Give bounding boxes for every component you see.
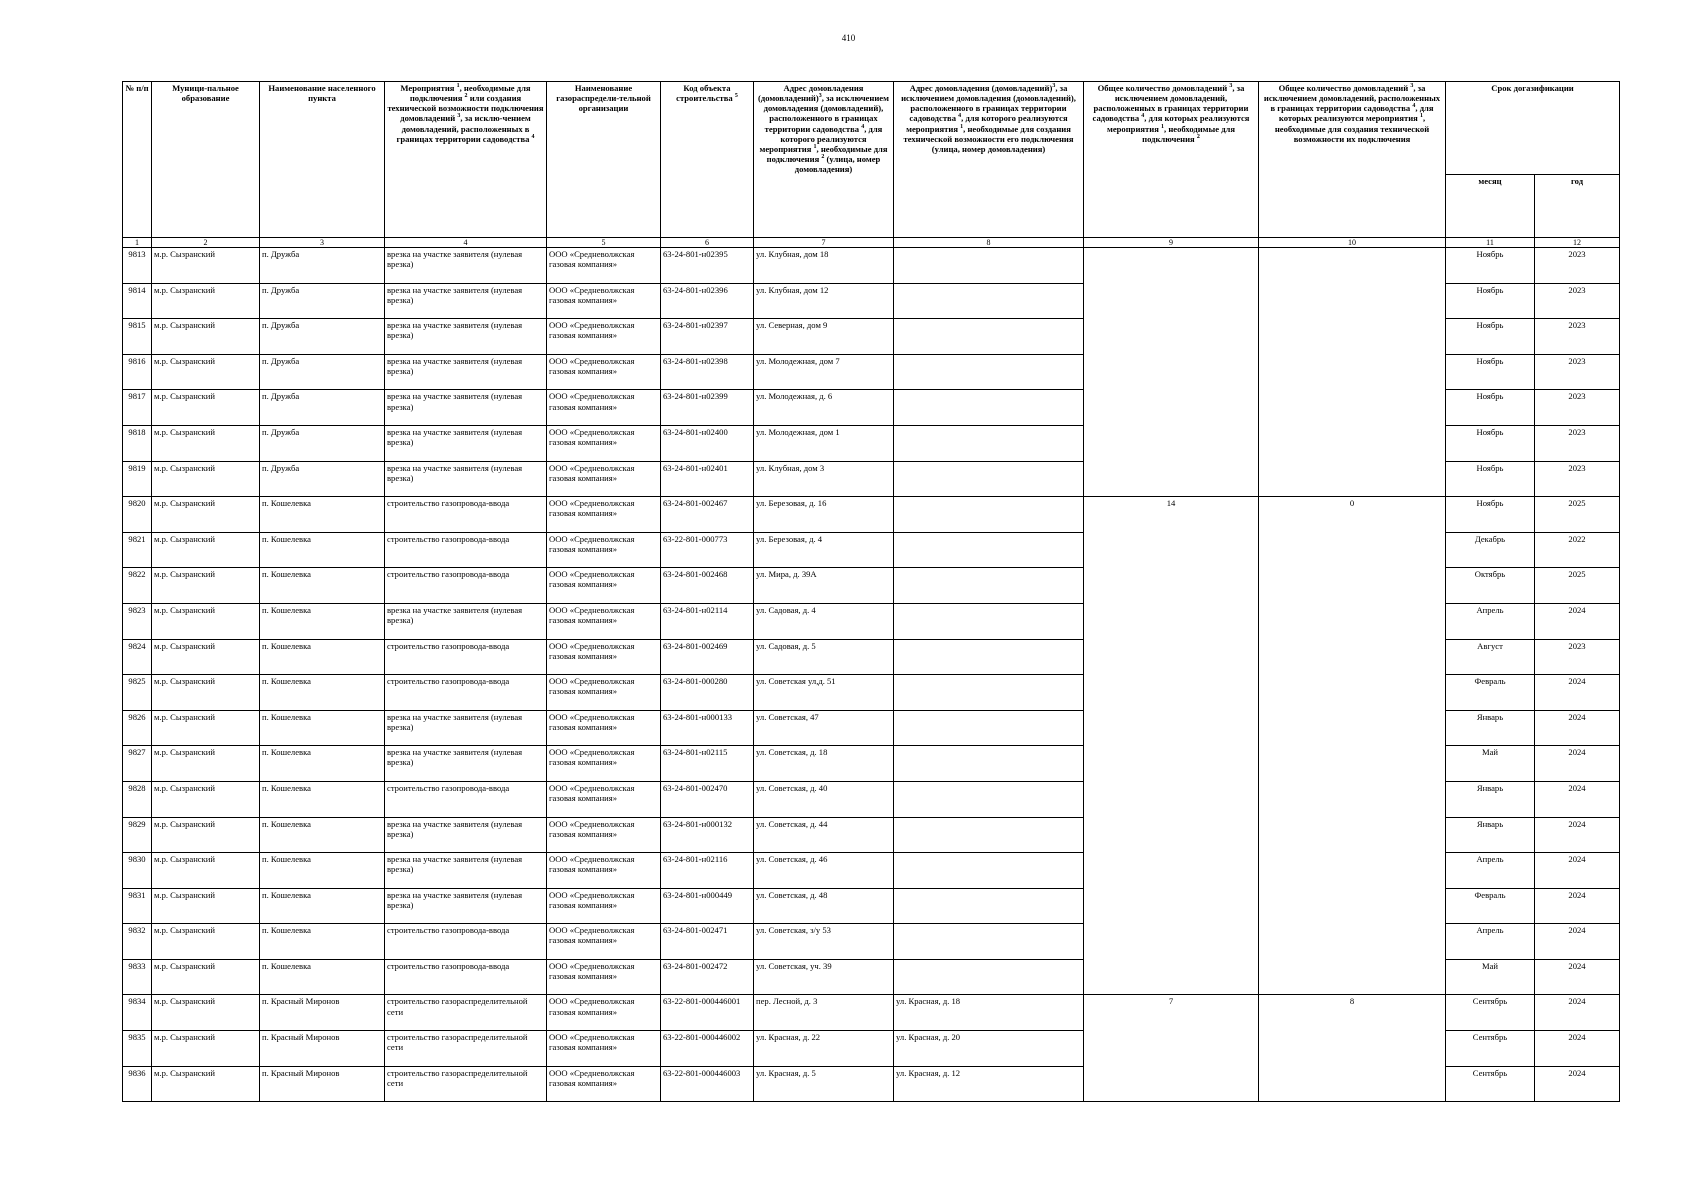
row-organization: ООО «Средневолжская газовая компания» [547,497,661,533]
row-measure: врезка на участке заявителя (нулевая врезка) [385,603,547,639]
row-number: 9826 [123,710,152,746]
row-measure: строительство газопровода-ввода [385,532,547,568]
row-month: Ноябрь [1446,354,1535,390]
row-organization: ООО «Средневолжская газовая компания» [547,568,661,604]
row-settlement: п. Красный Миронов [260,995,385,1031]
row-count-connect: 7 [1084,995,1259,1102]
row-object-code: 63-24-801-н02396 [661,283,754,319]
row-year: 2023 [1535,390,1620,426]
row-settlement: п. Кошелевка [260,888,385,924]
gasification-table [122,81,1620,1102]
row-object-code: 63-24-801-002470 [661,781,754,817]
row-measure: врезка на участке заявителя (нулевая врезка) [385,817,547,853]
column-number: 11 [1446,238,1535,248]
row-municipality: м.р. Сызранский [152,319,260,355]
row-address: ул. Северная, дом 9 [754,319,894,355]
row-month: Ноябрь [1446,283,1535,319]
row-address: ул. Молодежная, дом 7 [754,354,894,390]
row-object-code: 63-22-801-000446001 [661,995,754,1031]
row-object-code: 63-24-801-н02398 [661,354,754,390]
row-year: 2024 [1535,1031,1620,1067]
row-number: 9831 [123,888,152,924]
row-settlement: п. Кошелевка [260,710,385,746]
header-settlement: Наименование населенного пункта [260,82,385,238]
row-municipality: м.р. Сызранский [152,995,260,1031]
row-organization: ООО «Средневолжская газовая компания» [547,853,661,889]
row-month: Апрель [1446,924,1535,960]
row-settlement: п. Кошелевка [260,817,385,853]
row-measure: врезка на участке заявителя (нулевая врезка) [385,354,547,390]
row-measure: врезка на участке заявителя (нулевая врезка) [385,461,547,497]
row-object-code: 63-24-801-н02401 [661,461,754,497]
row-object-code: 63-22-801-000773 [661,532,754,568]
row-settlement: п. Кошелевка [260,853,385,889]
row-address-tech [894,354,1084,390]
row-month: Апрель [1446,603,1535,639]
row-month: Октябрь [1446,568,1535,604]
row-year: 2023 [1535,461,1620,497]
row-measure: строительство газопровода-ввода [385,781,547,817]
header-municipality: Муници-пальное образование [152,82,260,238]
row-address: ул. Советская, д. 44 [754,817,894,853]
row-month: Май [1446,746,1535,782]
row-number: 9822 [123,568,152,604]
row-settlement: п. Кошелевка [260,603,385,639]
row-organization: ООО «Средневолжская газовая компания» [547,710,661,746]
page-number: 410 [841,33,856,43]
header-measures: Мероприятия $^1$, необходимые для подключения $^2$ или создания технической возможности подключения домовладений $^3$, за исклю-чением домовладений, расположенных в границах территории садоводства $^4$ [385,82,547,238]
row-number: 9824 [123,639,152,675]
row-count-tech: 0 [1259,497,1446,995]
row-measure: врезка на участке заявителя (нулевая врезка) [385,319,547,355]
row-number: 9835 [123,1031,152,1067]
row-measure: строительство газопровода-ввода [385,924,547,960]
row-organization: ООО «Средневолжская газовая компания» [547,248,661,284]
row-measure: врезка на участке заявителя (нулевая врезка) [385,710,547,746]
table-row [123,995,1620,1031]
column-number: 7 [754,238,894,248]
row-number: 9832 [123,924,152,960]
row-object-code: 63-24-801-002472 [661,959,754,995]
row-number: 9830 [123,853,152,889]
row-organization: ООО «Средневолжская газовая компания» [547,461,661,497]
row-month: Ноябрь [1446,248,1535,284]
row-address: ул. Садовая, д. 4 [754,603,894,639]
row-month: Сентябрь [1446,995,1535,1031]
row-settlement: п. Кошелевка [260,746,385,782]
row-address-tech [894,710,1084,746]
row-municipality: м.р. Сызранский [152,248,260,284]
row-address-tech [894,532,1084,568]
row-object-code: 63-24-801-н02399 [661,390,754,426]
row-number: 9814 [123,283,152,319]
row-organization: ООО «Средневолжская газовая компания» [547,532,661,568]
row-address-tech [894,568,1084,604]
row-number: 9823 [123,603,152,639]
row-month: Ноябрь [1446,390,1535,426]
row-address-tech [894,461,1084,497]
row-settlement: п. Кошелевка [260,675,385,711]
row-number: 9819 [123,461,152,497]
row-address-tech [894,888,1084,924]
row-municipality: м.р. Сызранский [152,461,260,497]
row-year: 2024 [1535,817,1620,853]
row-organization: ООО «Средневолжская газовая компания» [547,603,661,639]
row-address: ул. Красная, д. 5 [754,1066,894,1102]
row-measure: врезка на участке заявителя (нулевая врезка) [385,888,547,924]
row-month: Декабрь [1446,532,1535,568]
row-organization: ООО «Средневолжская газовая компания» [547,781,661,817]
row-year: 2023 [1535,354,1620,390]
row-object-code: 63-22-801-000446003 [661,1066,754,1102]
column-number: 9 [1084,238,1259,248]
table-row [123,248,1620,284]
row-number: 9817 [123,390,152,426]
row-municipality: м.р. Сызранский [152,603,260,639]
row-address-tech [894,425,1084,461]
row-address: ул. Советская, д. 18 [754,746,894,782]
row-year: 2025 [1535,497,1620,533]
row-address: ул. Советская, д. 40 [754,781,894,817]
row-year: 2024 [1535,675,1620,711]
row-object-code: 63-24-801-000280 [661,675,754,711]
column-number: 3 [260,238,385,248]
row-settlement: п. Кошелевка [260,568,385,604]
row-municipality: м.р. Сызранский [152,1031,260,1067]
row-address: ул. Советская, з/у 53 [754,924,894,960]
row-settlement: п. Кошелевка [260,924,385,960]
row-month: Январь [1446,781,1535,817]
row-municipality: м.р. Сызранский [152,781,260,817]
row-address: ул. Советская, д. 48 [754,888,894,924]
row-address: ул. Советская ул,д. 51 [754,675,894,711]
row-measure: строительство газопровода-ввода [385,497,547,533]
row-address-tech: ул. Красная, д. 12 [894,1066,1084,1102]
row-object-code: 63-24-801-н02395 [661,248,754,284]
row-month: Февраль [1446,675,1535,711]
row-object-code: 63-24-801-н02114 [661,603,754,639]
row-municipality: м.р. Сызранский [152,959,260,995]
row-measure: врезка на участке заявителя (нулевая врезка) [385,746,547,782]
row-number: 9827 [123,746,152,782]
column-number: 1 [123,238,152,248]
row-object-code: 63-24-801-н02397 [661,319,754,355]
header-month: месяц [1446,175,1535,238]
row-year: 2024 [1535,746,1620,782]
row-settlement: п. Красный Миронов [260,1031,385,1067]
row-municipality: м.р. Сызранский [152,817,260,853]
row-address-tech [894,319,1084,355]
row-object-code: 63-24-801-002467 [661,497,754,533]
row-year: 2024 [1535,924,1620,960]
row-measure: строительство газораспределительной сети [385,1031,547,1067]
row-year: 2024 [1535,995,1620,1031]
row-year: 2024 [1535,781,1620,817]
row-measure: строительство газораспределительной сети [385,1066,547,1102]
row-address: ул. Мира, д. 39А [754,568,894,604]
column-number: 5 [547,238,661,248]
row-address: ул. Березовая, д. 16 [754,497,894,533]
row-object-code: 63-24-801-н02115 [661,746,754,782]
column-number-row [123,238,1620,248]
row-object-code: 63-24-801-н000133 [661,710,754,746]
row-municipality: м.р. Сызранский [152,639,260,675]
row-month: Ноябрь [1446,425,1535,461]
row-month: Январь [1446,710,1535,746]
row-municipality: м.р. Сызранский [152,675,260,711]
column-number: 10 [1259,238,1446,248]
row-settlement: п. Дружба [260,461,385,497]
row-organization: ООО «Средневолжская газовая компания» [547,675,661,711]
row-address: ул. Советская, уч. 39 [754,959,894,995]
row-organization: ООО «Средневолжская газовая компания» [547,283,661,319]
row-number: 9820 [123,497,152,533]
row-settlement: п. Красный Миронов [260,1066,385,1102]
row-settlement: п. Дружба [260,248,385,284]
row-number: 9818 [123,425,152,461]
row-month: Февраль [1446,888,1535,924]
row-organization: ООО «Средневолжская газовая компания» [547,746,661,782]
row-object-code: 63-24-801-002471 [661,924,754,960]
row-number: 9834 [123,995,152,1031]
row-address-tech [894,817,1084,853]
row-address: ул. Советская, 47 [754,710,894,746]
row-organization: ООО «Средневолжская газовая компания» [547,1066,661,1102]
row-address-tech [894,248,1084,284]
row-municipality: м.р. Сызранский [152,1066,260,1102]
row-object-code: 63-24-801-н000132 [661,817,754,853]
row-month: Май [1446,959,1535,995]
row-address: ул. Березовая, д. 4 [754,532,894,568]
row-measure: врезка на участке заявителя (нулевая врезка) [385,425,547,461]
row-address-tech [894,924,1084,960]
row-municipality: м.р. Сызранский [152,924,260,960]
row-address-tech [894,959,1084,995]
column-number: 12 [1535,238,1620,248]
row-organization: ООО «Средневолжская газовая компания» [547,319,661,355]
row-number: 9813 [123,248,152,284]
header-count-tech: Общее количество домовладений $^3$, за исключением домовладений, расположенных в границах территории садоводства $^4$, для которых реализуются мероприятия $^1$, необходимые для создания технической возможности их подключения [1259,82,1446,238]
row-year: 2023 [1535,425,1620,461]
row-month: Ноябрь [1446,461,1535,497]
table-row [123,497,1620,533]
row-month: Ноябрь [1446,319,1535,355]
row-measure: строительство газопровода-ввода [385,959,547,995]
row-address: ул. Красная, д. 22 [754,1031,894,1067]
row-measure: строительство газопровода-ввода [385,568,547,604]
column-number: 6 [661,238,754,248]
row-object-code: 63-24-801-н000449 [661,888,754,924]
row-number: 9828 [123,781,152,817]
row-year: 2024 [1535,603,1620,639]
row-municipality: м.р. Сызранский [152,746,260,782]
row-settlement: п. Дружба [260,319,385,355]
row-year: 2024 [1535,853,1620,889]
header-number: № п/п [123,82,152,238]
row-settlement: п. Кошелевка [260,532,385,568]
row-address: пер. Лесной, д. 3 [754,995,894,1031]
header-deadline: Срок догазификации [1446,82,1620,175]
row-municipality: м.р. Сызранский [152,283,260,319]
row-address-tech [894,497,1084,533]
header-count-connect: Общее количество домовладений $^3$, за исключением домовладений, расположенных в границах территории садоводства $^4$, для которых реализуются мероприятия $^1$, необходимые для подключения $^2$ [1084,82,1259,238]
row-month: Январь [1446,817,1535,853]
row-count-connect: 14 [1084,497,1259,995]
row-month: Сентябрь [1446,1066,1535,1102]
row-organization: ООО «Средневолжская газовая компания» [547,817,661,853]
header-year: год [1535,175,1620,238]
column-number: 4 [385,238,547,248]
row-year: 2024 [1535,888,1620,924]
column-number: 8 [894,238,1084,248]
row-municipality: м.р. Сызранский [152,532,260,568]
row-organization: ООО «Средневолжская газовая компания» [547,639,661,675]
row-measure: строительство газораспределительной сети [385,995,547,1031]
row-object-code: 63-22-801-000446002 [661,1031,754,1067]
row-number: 9833 [123,959,152,995]
row-settlement: п. Дружба [260,283,385,319]
row-municipality: м.р. Сызранский [152,425,260,461]
row-address-tech [894,603,1084,639]
row-address-tech: ул. Красная, д. 20 [894,1031,1084,1067]
row-count-tech: 8 [1259,995,1446,1102]
row-address-tech [894,746,1084,782]
row-address-tech [894,853,1084,889]
row-address: ул. Молодежная, д. 6 [754,390,894,426]
header-row [123,82,1620,175]
row-address: ул. Клубная, дом 3 [754,461,894,497]
row-address-tech [894,639,1084,675]
row-organization: ООО «Средневолжская газовая компания» [547,924,661,960]
header-object-code: Код объекта строительства $^5$ [661,82,754,238]
row-count-connect [1084,248,1259,497]
row-address: ул. Клубная, дом 18 [754,248,894,284]
row-year: 2022 [1535,532,1620,568]
row-organization: ООО «Средневолжская газовая компания» [547,888,661,924]
row-measure: врезка на участке заявителя (нулевая врезка) [385,390,547,426]
row-number: 9816 [123,354,152,390]
row-settlement: п. Дружба [260,425,385,461]
row-address: ул. Советская, д. 46 [754,853,894,889]
row-number: 9836 [123,1066,152,1102]
row-measure: врезка на участке заявителя (нулевая врезка) [385,283,547,319]
row-organization: ООО «Средневолжская газовая компания» [547,1031,661,1067]
row-municipality: м.р. Сызранский [152,568,260,604]
row-month: Ноябрь [1446,497,1535,533]
row-municipality: м.р. Сызранский [152,390,260,426]
header-organization: Наименование газораспредели-тельной организации [547,82,661,238]
row-month: Апрель [1446,853,1535,889]
row-object-code: 63-24-801-н02400 [661,425,754,461]
row-measure: врезка на участке заявителя (нулевая врезка) [385,853,547,889]
row-measure: строительство газопровода-ввода [385,639,547,675]
row-address: ул. Садовая, д. 5 [754,639,894,675]
row-municipality: м.р. Сызранский [152,888,260,924]
row-year: 2023 [1535,248,1620,284]
row-municipality: м.р. Сызранский [152,354,260,390]
row-object-code: 63-24-801-002469 [661,639,754,675]
row-settlement: п. Кошелевка [260,497,385,533]
row-settlement: п. Кошелевка [260,959,385,995]
row-settlement: п. Дружба [260,354,385,390]
header-address-tech: Адрес домовладения (домовладений)$^3$, за исключением домовладения (домовладений), расположенного в границах территории садоводства $^4$, для которого реализуются мероприятия $^1$, необходимые для создания технической возможности его подключения (улица, номер домовладения) [894,82,1084,238]
row-address-tech [894,390,1084,426]
row-measure: врезка на участке заявителя (нулевая врезка) [385,248,547,284]
row-count-tech [1259,248,1446,497]
row-address-tech [894,675,1084,711]
row-address-tech: ул. Красная, д. 18 [894,995,1084,1031]
row-month: Август [1446,639,1535,675]
row-address: ул. Клубная, дом 12 [754,283,894,319]
row-settlement: п. Кошелевка [260,781,385,817]
row-organization: ООО «Средневолжская газовая компания» [547,959,661,995]
row-organization: ООО «Средневолжская газовая компания» [547,425,661,461]
row-measure: строительство газопровода-ввода [385,675,547,711]
row-number: 9825 [123,675,152,711]
row-year: 2024 [1535,959,1620,995]
row-year: 2024 [1535,1066,1620,1102]
row-municipality: м.р. Сызранский [152,497,260,533]
row-number: 9821 [123,532,152,568]
header-address: Адрес домовладения (домовладений)$^3$, за исключением домовладения (домовладений), расположенного в границах территории садоводства $^4$, для которого реализуются мероприятия $^1$, необходимые для подключения $^2$ (улица, номер домовладения) [754,82,894,238]
row-year: 2024 [1535,710,1620,746]
row-object-code: 63-24-801-002468 [661,568,754,604]
row-organization: ООО «Средневолжская газовая компания» [547,354,661,390]
row-settlement: п. Дружба [260,390,385,426]
row-object-code: 63-24-801-н02116 [661,853,754,889]
row-number: 9815 [123,319,152,355]
row-month: Сентябрь [1446,1031,1535,1067]
row-year: 2023 [1535,283,1620,319]
row-address-tech [894,283,1084,319]
column-number: 2 [152,238,260,248]
row-address: ул. Молодежная, дом 1 [754,425,894,461]
row-year: 2023 [1535,319,1620,355]
row-municipality: м.р. Сызранский [152,853,260,889]
row-municipality: м.р. Сызранский [152,710,260,746]
row-year: 2025 [1535,568,1620,604]
row-number: 9829 [123,817,152,853]
row-address-tech [894,781,1084,817]
row-settlement: п. Кошелевка [260,639,385,675]
row-organization: ООО «Средневолжская газовая компания» [547,390,661,426]
row-organization: ООО «Средневолжская газовая компания» [547,995,661,1031]
row-year: 2023 [1535,639,1620,675]
